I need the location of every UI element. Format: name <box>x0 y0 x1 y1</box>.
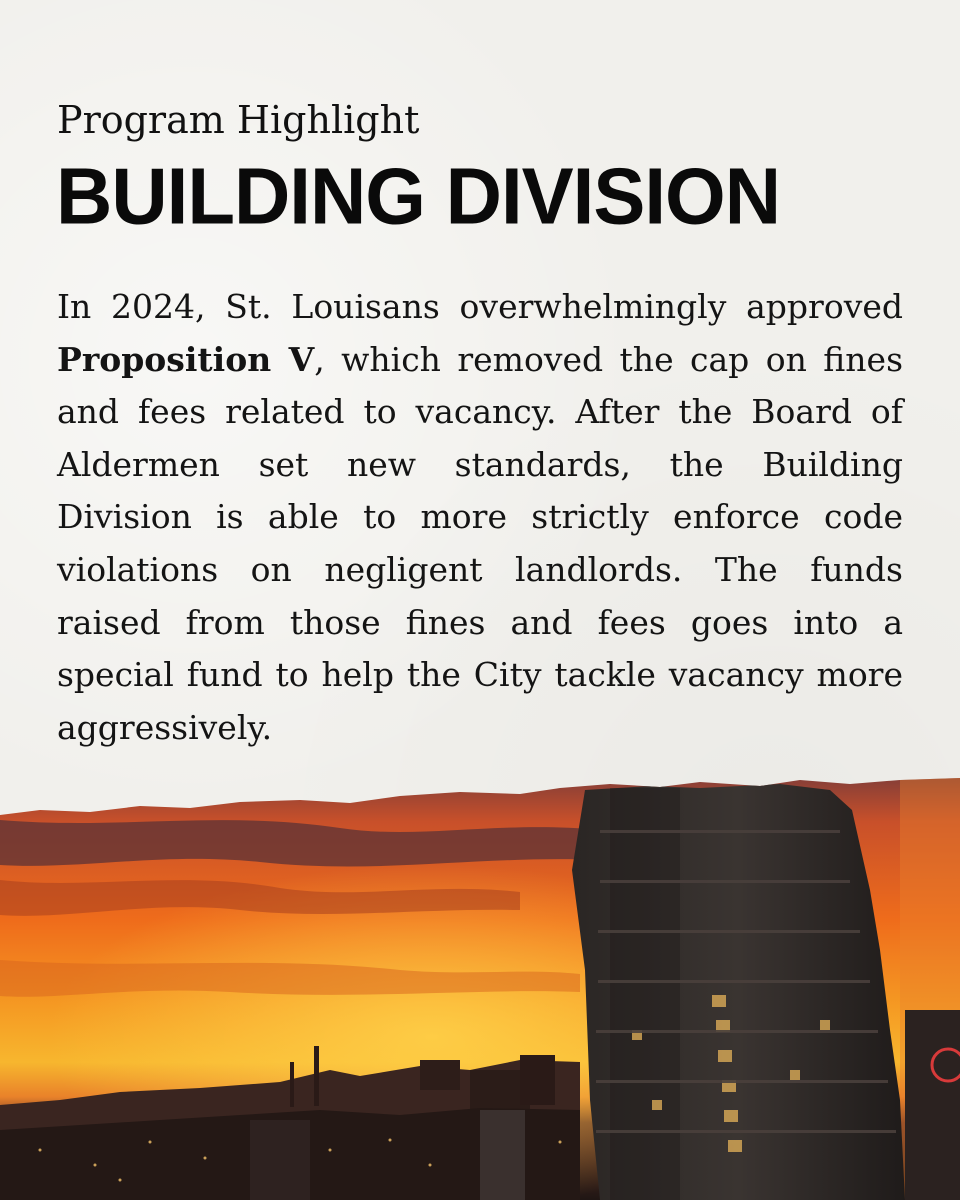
body-text-part1: In 2024, St. Louisans overwhelmingly approved <box>57 287 903 326</box>
eyebrow-label: Program Highlight <box>57 98 420 142</box>
body-text-part2: , which removed the cap on fines and fees related to vacancy. After the Board of Aldermen set new standards, the Building Division is able to more strictly enforce code violations on negligent landlords. The funds raised from those fines and fees goes into a special fund to help the City tackle vacancy more aggressively. <box>57 339 903 747</box>
proposition-v-emphasis: Proposition V <box>57 339 315 379</box>
sunset-skyline-photo <box>0 770 960 1200</box>
body-paragraph <box>57 281 903 754</box>
page-title: BUILDING DIVISION <box>56 151 781 241</box>
